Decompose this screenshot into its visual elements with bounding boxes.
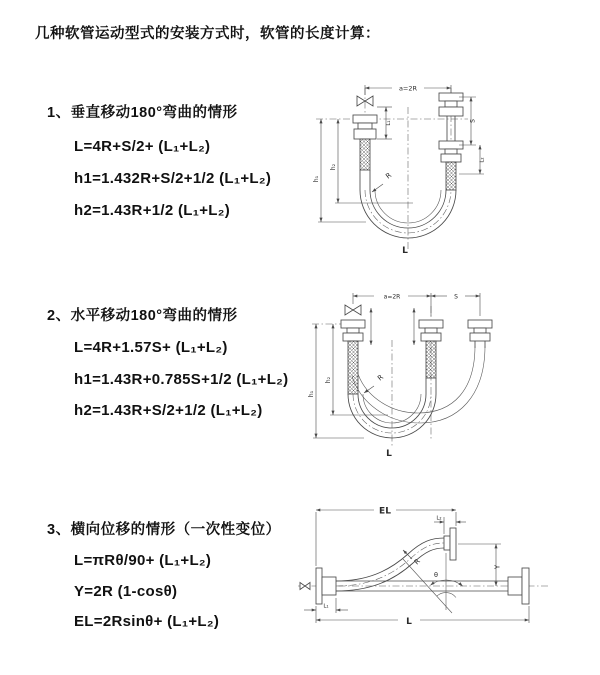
- valve-bowtie-icon: [300, 583, 310, 590]
- right-flange-base: [470, 333, 490, 341]
- dim-label-h1: h₁: [308, 390, 315, 398]
- left-flange-base: [354, 129, 376, 139]
- section-1-formula-h2: h2=1.43R+1/2 (L₁+L₂): [74, 202, 231, 219]
- hose-position2-inner: [358, 346, 475, 413]
- hose-curve-top-wall: [336, 538, 444, 581]
- top-flange-plate: [450, 528, 456, 560]
- dim-label-s: S: [454, 293, 458, 301]
- section-1-formula-L: L=4R+S/2+ (L₁+L₂): [74, 138, 211, 155]
- page-title: 几种软管运动型式的安装方式时，软管的长度计算：: [35, 26, 380, 42]
- diagram-lateral-displacement: [296, 498, 596, 650]
- right-flange-plate: [522, 568, 529, 604]
- radius-leader: [372, 184, 383, 192]
- dim-label-el: EL: [379, 506, 391, 517]
- dim-label-l1: L₁: [386, 120, 392, 126]
- braided-hose-left: [360, 139, 370, 170]
- dim-label-s: S: [469, 119, 477, 123]
- right-flange-waist: [474, 328, 486, 333]
- hose-curve-centerline: [336, 543, 444, 586]
- left-flange: [353, 115, 377, 123]
- section-3-heading: 3、横向位移的情形（一次性变位）: [47, 522, 281, 538]
- section-3-formula-Y: Y=2R (1-cosθ): [74, 583, 178, 600]
- diagram-vertical-180-bend: [308, 75, 590, 257]
- braided-hose-right: [446, 162, 456, 190]
- hose-inner-wall-arc: [370, 190, 446, 228]
- top-flange-hub: [444, 536, 450, 550]
- section-2-formula-h1: h1=1.43R+0.785S+1/2 (L₁+L₂): [74, 371, 289, 388]
- dim-label-h2: h₂: [330, 163, 337, 171]
- hose-position2-outer: [352, 346, 485, 423]
- theta-label: θ: [434, 571, 438, 579]
- dim-label-l1: L₁: [323, 603, 329, 610]
- left-flange-waist: [347, 328, 359, 333]
- length-label: L: [406, 617, 412, 627]
- length-label: L: [386, 449, 392, 459]
- left-flange: [341, 320, 365, 328]
- section-2-heading: 2、水平移动180°弯曲的情形: [47, 308, 238, 324]
- hose-curve-bottom-wall: [336, 548, 444, 591]
- section-3-formula-L: L=πRθ/90+ (L₁+L₂): [74, 552, 212, 569]
- radius-label: R: [376, 373, 386, 383]
- right-flange: [468, 320, 492, 328]
- dim-label-a2r: a=2R: [398, 84, 418, 93]
- braided-hose-middle: [426, 341, 436, 378]
- section-1-formula-h1: h1=1.432R+S/2+1/2 (L₁+L₂): [74, 170, 272, 187]
- dim-label-l2: L₂: [436, 515, 442, 522]
- theta-angle-arc-small: [437, 593, 456, 598]
- left-flange-waist: [358, 123, 372, 129]
- dim-label-y: Y: [493, 564, 502, 570]
- dim-label-l2: L₂: [479, 157, 486, 163]
- middle-flange-waist: [425, 328, 437, 333]
- right-upper-waist: [445, 101, 457, 107]
- left-flange-base: [343, 333, 363, 341]
- section-1-heading: 1、垂直移动180°弯曲的情形: [47, 105, 238, 121]
- section-2-formula-L: L=4R+1.57S+ (L₁+L₂): [74, 339, 228, 356]
- dim-label-h2: h₂: [325, 376, 332, 384]
- dim-label-h1: h₁: [313, 175, 320, 183]
- left-flange-plate: [316, 568, 322, 604]
- section-2-formula-h2: h2=1.43R+S/2+1/2 (L₁+L₂): [74, 402, 263, 419]
- right-upper-base: [439, 107, 463, 116]
- radius-label: R: [384, 171, 394, 181]
- middle-flange-base: [421, 333, 441, 341]
- middle-flange: [419, 320, 443, 328]
- right-lower-waist: [445, 149, 457, 154]
- diagram-horizontal-180-bend: [308, 282, 590, 462]
- length-label: L: [402, 246, 408, 256]
- valve-bowtie-icon: [345, 305, 361, 315]
- dim-label-a2r: a=2R: [383, 293, 401, 301]
- braided-hose-left: [348, 341, 358, 394]
- left-flange-hub: [322, 577, 336, 595]
- right-flange-hub: [508, 577, 522, 595]
- right-lower-base: [441, 154, 461, 162]
- section-3-formula-EL: EL=2Rsinθ+ (L₁+L₂): [74, 613, 220, 630]
- radius-label: R: [412, 557, 422, 567]
